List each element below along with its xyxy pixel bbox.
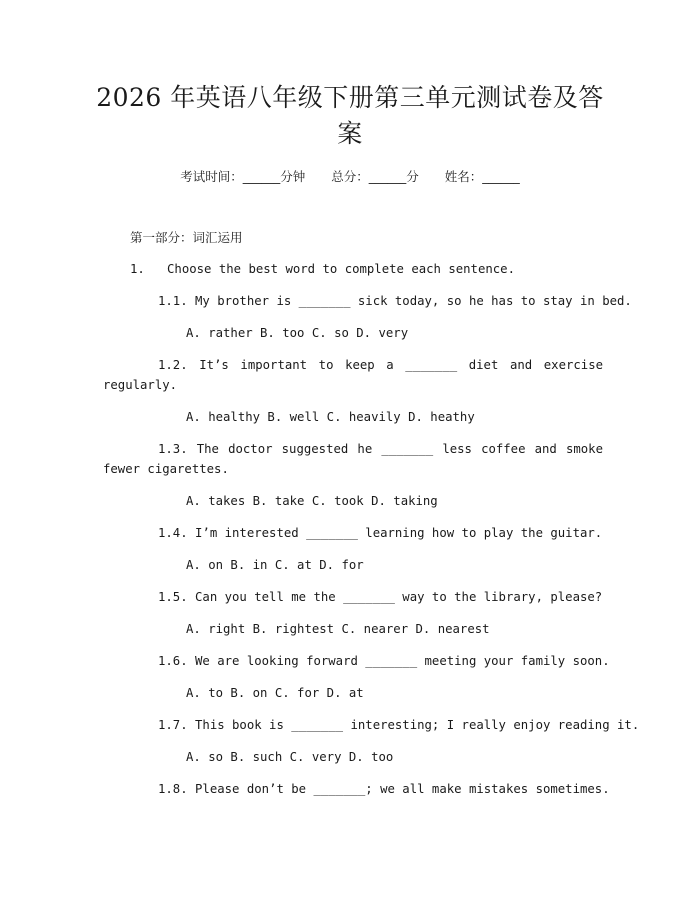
page-title: 2026 年英语八年级下册第三单元测试卷及答案 <box>96 83 604 148</box>
question-item: 1.5. Can you tell me the _______ way to the library, please? <box>158 590 603 604</box>
question-item: 1.2. It’s important to keep a _______ diet and exercise regularly. <box>103 358 603 392</box>
question-options: A. so B. such C. very D. too <box>186 750 394 764</box>
total-score-field: 总分：______分 <box>331 169 419 184</box>
exam-meta <box>0 168 700 186</box>
question-item: 1.8. Please don’t be _______; we all make mistakes sometimes. <box>158 782 610 796</box>
question-options: A. rather B. too C. so D. very <box>186 326 409 340</box>
question-options: A. healthy B. well C. heavily D. heathy <box>186 410 475 424</box>
question-options: A. on B. in C. at D. for <box>186 558 364 572</box>
exam-time-field: 考试时间：______分钟 <box>180 169 306 184</box>
question-heading: 1. Choose the best word to complete each sentence. <box>130 262 515 276</box>
student-name-field: 姓名：______ <box>444 169 520 184</box>
question-options: A. takes B. take C. took D. taking <box>186 494 438 508</box>
section-title: 第一部分：词汇运用 <box>130 230 243 245</box>
question-item: 1.7. This book is _______ interesting; I really enjoy reading it. <box>158 718 640 732</box>
question-options: A. right B. rightest C. nearer D. nearest <box>186 622 490 636</box>
question-item: 1.3. The doctor suggested he _______ less coffee and smoke fewer cigarettes. <box>103 442 603 476</box>
question-item: 1.6. We are looking forward _______ meeting your family soon. <box>158 654 610 668</box>
question-item: 1.1. My brother is _______ sick today, so he has to stay in bed. <box>158 294 632 308</box>
question-item: 1.4. I’m interested _______ learning how to play the guitar. <box>158 526 603 540</box>
question-options: A. to B. on C. for D. at <box>186 686 364 700</box>
